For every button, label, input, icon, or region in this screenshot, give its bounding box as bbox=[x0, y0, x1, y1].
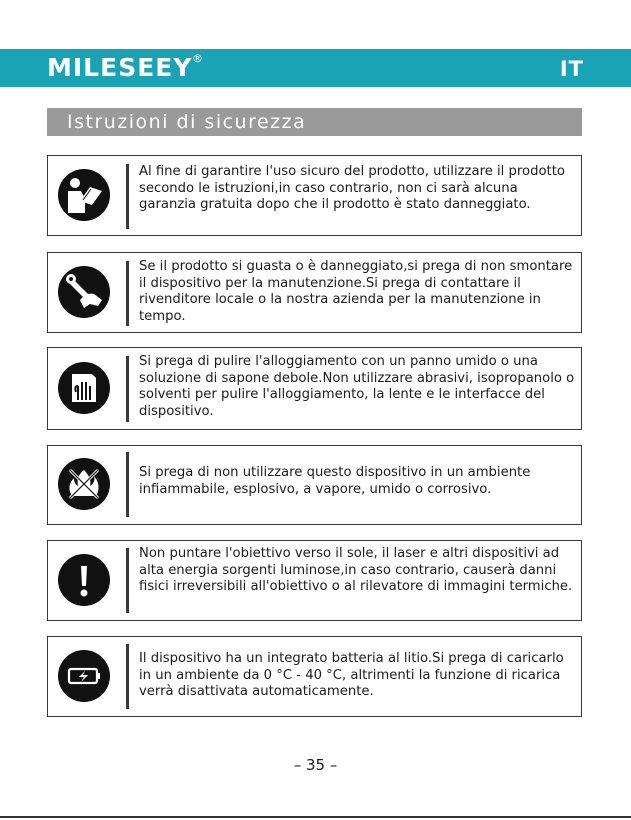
divider-bar bbox=[126, 452, 129, 517]
header-bar bbox=[0, 49, 631, 87]
bottom-rule bbox=[0, 816, 631, 818]
section-title-bar bbox=[47, 108, 582, 136]
safety-text: Al fine di garantire l'uso sicuro del prodotto, utilizzare il prodotto secondo le istruzioni,in caso contrario, non ci sarà alcuna garanzia gratuita dopo che il prodotto è stato danneggiato. bbox=[139, 164, 565, 212]
divider-bar bbox=[126, 261, 129, 326]
divider-bar bbox=[126, 548, 129, 613]
safety-item bbox=[47, 636, 582, 717]
no-flammable-icon bbox=[58, 458, 110, 510]
safety-item bbox=[47, 347, 582, 430]
safety-item bbox=[47, 252, 582, 333]
brand-logo: MILESEEY bbox=[47, 53, 193, 82]
divider-bar bbox=[126, 164, 129, 229]
registered-mark: ® bbox=[192, 52, 203, 65]
safety-text: Se il prodotto si guasta o è danneggiato,si prega di non smontare il dispositivo per la manutenzione.Si prega di contattare il rivenditore locale o la nostra azienda per la manutenzione in tempo. bbox=[139, 259, 573, 324]
section-title: Istruzioni di sicurezza bbox=[67, 111, 307, 133]
safety-item bbox=[47, 155, 582, 236]
read-manual-icon bbox=[58, 169, 110, 221]
safety-text: Il dispositivo ha un integrato batteria al litio.Si prega di caricarlo in un ambiente da 0 °C - 40 °C, altrimenti la funzione di ricarica verrà disattivata automaticamente. bbox=[139, 651, 564, 699]
divider-bar bbox=[126, 644, 129, 709]
page-number: – 35 – bbox=[293, 756, 338, 774]
safety-text: Si prega di pulire l'alloggiamento con un panno umido o una soluzione di sapone debole.Non utilizzare abrasivi, isopropanolo o solventi per pulire l'alloggiamento, la lente e le interfacce del dispositivo. bbox=[139, 354, 575, 419]
safety-item bbox=[47, 445, 582, 525]
repair-tools-icon bbox=[58, 266, 110, 318]
safety-item bbox=[47, 540, 582, 621]
warning-exclamation-icon bbox=[58, 554, 110, 606]
clean-cloth-icon bbox=[58, 362, 110, 414]
safety-text: Non puntare l'obiettivo verso il sole, il laser e altri dispositivi ad alta energia sorgenti luminose,in caso contrario, causerà danni fisici irreversibili all'obiettivo o al rilevatore di immagini termiche. bbox=[139, 546, 573, 594]
language-code: IT bbox=[559, 57, 584, 81]
divider-bar bbox=[126, 356, 129, 422]
battery-charging-icon bbox=[58, 650, 110, 702]
safety-text: Si prega di non utilizzare questo dispositivo in un ambiente infiammabile, esplosivo, a vapore, umido o corrosivo. bbox=[139, 465, 531, 497]
